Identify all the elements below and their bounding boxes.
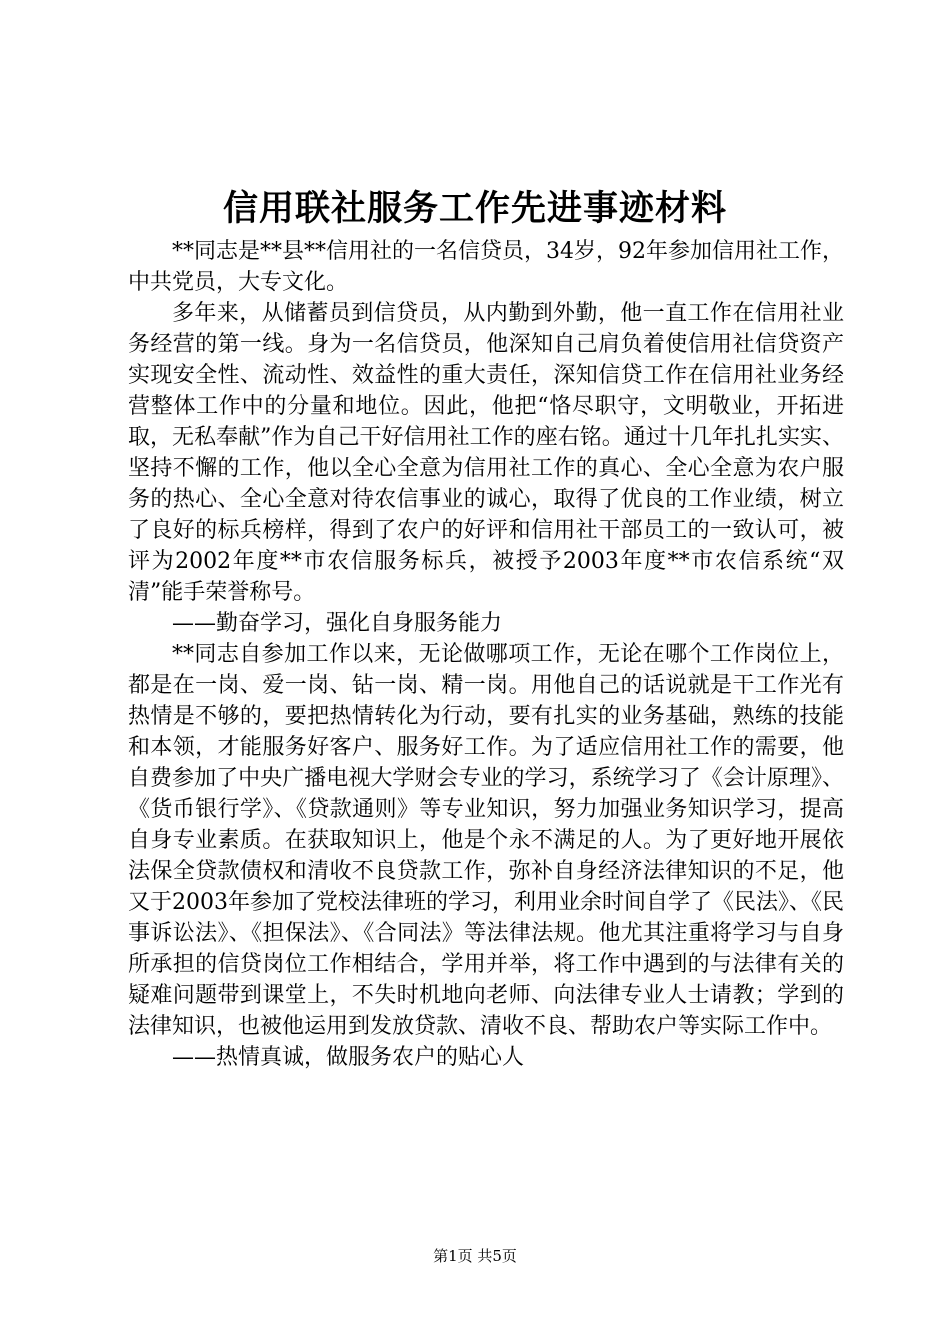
section-heading-study: ——勤奋学习，强化自身服务能力 [172,611,503,636]
paragraph-intro: **同志是**县**信用社的一名信贷员，34岁，92年参加信用社工作，中共党员，大专文化。 [128,239,844,295]
paragraph-overview: 多年来，从储蓄员到信贷员，从内勤到外勤，他一直工作在信用社业务经营的第一线。身为一名信贷员，他深知自己肩负着使信用社信贷资产实现安全性、流动性、效益性的重大责任，深知信贷工作在信用社业务经营整体工作中的分量和地位。因此，他把“恪尽职守，文明敬业，开拓进取，无私奉献”作为自己干好信用社工作的座右铭。通过十几年扎扎实实、坚持不懈的工作，他以全心全意为信用社工作的真心、全心全意为农户服务的热心、全心全意对待农信事业的诚心，取得了优良的工作业绩，树立了良好的标兵榜样，得到了农户的好评和信用社干部员工的一致认可，被评为2002年度**市农信服务标兵，被授予2003年度**市农信系统“双清”能手荣誉称号。 [128,301,844,605]
document-title: 信用联社服务工作先进事迹材料 [222,188,727,229]
section-heading-service: ——热情真诚，做服务农户的贴心人 [172,1045,525,1070]
paragraph-study: **同志自参加工作以来，无论做哪项工作，无论在哪个工作岗位上，都是在一岗、爱一岗、钻一岗、精一岗。用他自己的话说就是干工作光有热情是不够的，要把热情转化为行动，要有扎实的业务基础，熟练的技能和本领，才能服务好客户、服务好工作。为了适应信用社工作的需要，他自费参加了中央广播电视大学财会专业的学习，系统学习了《会计原理》、《货币银行学》、《贷款通则》等专业知识，努力加强业务知识学习，提高自身专业素质。在获取知识上，他是个永不满足的人。为了更好地开展依法保全贷款债权和清收不良贷款工作，弥补自身经济法律知识的不足，他又于2003年参加了党校法律班的学习，利用业余时间自学了《民法》、《民事诉讼法》、《担保法》、《合同法》等法律法规。他尤其注重将学习与自身所承担的信贷岗位工作相结合，学用并举，将工作中遇到的与法律有关的疑难问题带到课堂上，不失时机地向老师、向法律专业人士请教；学到的法律知识，也被他运用到发放贷款、清收不良、帮助农户等实际工作中。 [128,642,844,1039]
page-number: 第1页 共5页 [433,1247,517,1265]
document-body [128,236,844,1073]
